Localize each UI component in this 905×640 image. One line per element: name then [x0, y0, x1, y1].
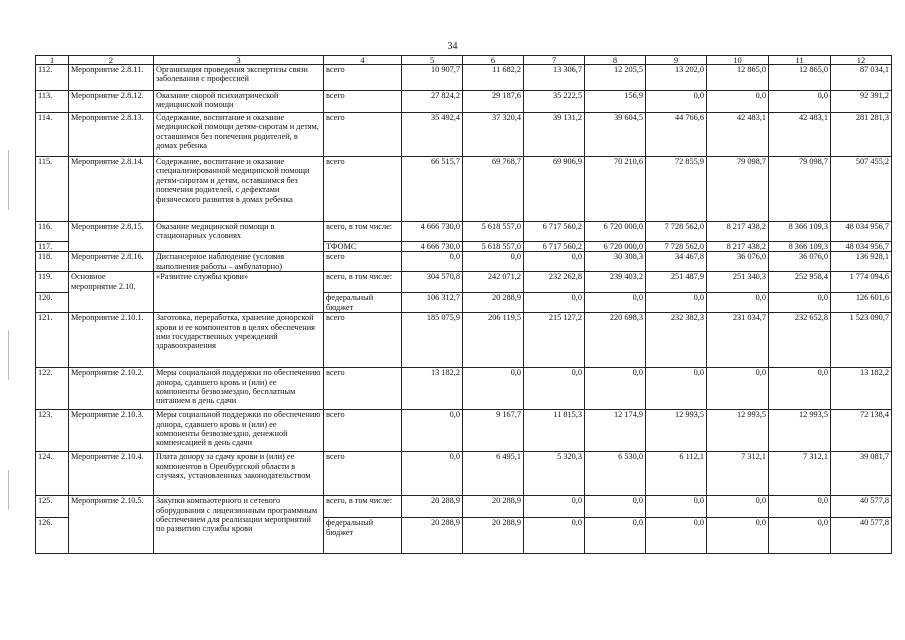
amount-cell: 7 728 562,0 — [646, 242, 707, 252]
amount-cell: 0,0 — [707, 368, 769, 410]
amount-cell: 39 081,7 — [831, 452, 892, 496]
table-row — [36, 368, 892, 410]
amount-cell: 30 308,3 — [585, 252, 646, 272]
amount-cell: 6 530,0 — [585, 452, 646, 496]
amount-cell: 0,0 — [646, 368, 707, 410]
amount-cell: 281 281,3 — [831, 113, 892, 157]
row-number: 113. — [36, 91, 69, 113]
row-number: 116. — [36, 222, 69, 242]
amount-cell: 34 467,8 — [646, 252, 707, 272]
table-row — [36, 113, 892, 157]
amount-cell: 10 907,7 — [402, 65, 463, 91]
amount-cell: 72 855,9 — [646, 157, 707, 222]
amount-cell: 40 577,8 — [831, 518, 892, 554]
amount-cell: 242 071,2 — [463, 272, 524, 293]
event-description: Меры социальной поддержки по обеспечению донора, сдавшего кровь и (или) ее компоненты безвозмездно, бесплатным питанием в день сдачи — [154, 368, 324, 410]
amount-cell: 13 182,2 — [831, 368, 892, 410]
amount-cell: 0,0 — [463, 252, 524, 272]
amount-cell: 70 210,6 — [585, 157, 646, 222]
row-number: 118. — [36, 252, 69, 272]
amount-cell: 35 222,5 — [524, 91, 585, 113]
event-name: Мероприятие 2.10.1. — [69, 313, 154, 368]
amount-cell: 1 523 090,7 — [831, 313, 892, 368]
event-description: Содержание, воспитание и оказание специализированной медицинской помощи детям-сиротам и детям, оставшимся без попечения родителей, с дефектами физического развития в домах ребенка — [154, 157, 324, 222]
event-description: Организация проведения экспертизы связи заболевания с профессией — [154, 65, 324, 91]
amount-cell: 0,0 — [707, 496, 769, 518]
amount-cell: 6 717 560,2 — [524, 222, 585, 242]
amount-cell: 0,0 — [585, 518, 646, 554]
amount-cell: 6 720 000,0 — [585, 242, 646, 252]
funding-source: всего, в том числе: — [324, 222, 402, 242]
amount-cell: 7 312,1 — [769, 452, 831, 496]
amount-cell: 0,0 — [769, 518, 831, 554]
amount-cell: 0,0 — [585, 368, 646, 410]
amount-cell: 0,0 — [707, 293, 769, 313]
amount-cell: 12 993,5 — [769, 410, 831, 452]
funding-source: всего — [324, 113, 402, 157]
amount-cell: 0,0 — [769, 368, 831, 410]
amount-cell: 220 698,3 — [585, 313, 646, 368]
row-number: 114. — [36, 113, 69, 157]
amount-cell: 0,0 — [769, 496, 831, 518]
amount-cell: 20 288,9 — [402, 518, 463, 554]
event-description: Заготовка, переработка, хранение донорской крови и ее компонентов в целях обеспечения ими государственных учреждений здравоохранения — [154, 313, 324, 368]
amount-cell: 136 928,1 — [831, 252, 892, 272]
amount-cell: 42 483,1 — [769, 113, 831, 157]
amount-cell: 0,0 — [585, 496, 646, 518]
column-number: 7 — [524, 56, 585, 65]
event-description: Содержание, воспитание и оказание медицинской помощи детям-сиротам и детям, оставшимся без попечения родителей, в домах ребенка — [154, 113, 324, 157]
funding-source: всего — [324, 252, 402, 272]
table-row — [36, 410, 892, 452]
event-name: Мероприятие 2.8.16. — [69, 252, 154, 272]
page-number: 34 — [447, 41, 458, 52]
column-number: 5 — [402, 56, 463, 65]
amount-cell: 0,0 — [646, 496, 707, 518]
event-name: Мероприятие 2.8.11. — [69, 65, 154, 91]
amount-cell: 37 320,4 — [463, 113, 524, 157]
funding-source: ТФОМС — [324, 242, 402, 252]
amount-cell: 35 492,4 — [402, 113, 463, 157]
column-number: 1 — [36, 56, 69, 65]
amount-cell: 0,0 — [646, 518, 707, 554]
event-name: Основное мероприятие 2.10. — [69, 272, 154, 313]
amount-cell: 11 682,2 — [463, 65, 524, 91]
amount-cell: 232 382,3 — [646, 313, 707, 368]
funding-source: всего — [324, 91, 402, 113]
amount-cell: 9 167,7 — [463, 410, 524, 452]
column-number-row — [36, 56, 892, 65]
amount-cell: 7 312,1 — [707, 452, 769, 496]
event-name: Мероприятие 2.10.3. — [69, 410, 154, 452]
amount-cell: 215 127,2 — [524, 313, 585, 368]
table-row — [36, 272, 892, 293]
column-number: 8 — [585, 56, 646, 65]
column-number: 12 — [831, 56, 892, 65]
amount-cell: 12 865,0 — [769, 65, 831, 91]
amount-cell: 0,0 — [524, 252, 585, 272]
amount-cell: 239 403,2 — [585, 272, 646, 293]
amount-cell: 0,0 — [402, 452, 463, 496]
amount-cell: 12 174,9 — [585, 410, 646, 452]
amount-cell: 20 288,9 — [463, 518, 524, 554]
amount-cell: 39 131,2 — [524, 113, 585, 157]
event-description: Оказание медицинской помощи в стационарных условиях — [154, 222, 324, 252]
amount-cell: 72 138,4 — [831, 410, 892, 452]
amount-cell: 69 906,9 — [524, 157, 585, 222]
row-number: 115. — [36, 157, 69, 222]
row-number: 120. — [36, 293, 69, 313]
amount-cell: 6 495,1 — [463, 452, 524, 496]
amount-cell: 6 717 560,2 — [524, 242, 585, 252]
amount-cell: 0,0 — [402, 410, 463, 452]
amount-cell: 0,0 — [769, 91, 831, 113]
column-number: 3 — [154, 56, 324, 65]
amount-cell: 92 391,2 — [831, 91, 892, 113]
amount-cell: 106 312,7 — [402, 293, 463, 313]
event-description: Меры социальной поддержки по обеспечению донора, сдавшего кровь и (или) ее компоненты безвозмездно, денежной компенсацией в день сдачи — [154, 410, 324, 452]
amount-cell: 0,0 — [769, 293, 831, 313]
column-number: 6 — [463, 56, 524, 65]
amount-cell: 8 217 438,2 — [707, 242, 769, 252]
event-name: Мероприятие 2.8.12. — [69, 91, 154, 113]
amount-cell: 42 483,1 — [707, 113, 769, 157]
row-number: 124. — [36, 452, 69, 496]
event-name: Мероприятие 2.8.14. — [69, 157, 154, 222]
amount-cell: 20 288,9 — [463, 293, 524, 313]
amount-cell: 0,0 — [646, 91, 707, 113]
amount-cell: 8 366 109,3 — [769, 222, 831, 242]
amount-cell: 36 076,0 — [769, 252, 831, 272]
event-description: Плата донору за сдачу крови и (или) ее компонентов в Оренбургской области в случаях, установленных законодательством — [154, 452, 324, 496]
amount-cell: 232 262,8 — [524, 272, 585, 293]
column-number: 9 — [646, 56, 707, 65]
amount-cell: 79 098,7 — [769, 157, 831, 222]
amount-cell: 1 774 094,6 — [831, 272, 892, 293]
amount-cell: 12 865,0 — [707, 65, 769, 91]
amount-cell: 36 076,0 — [707, 252, 769, 272]
funding-source: всего, в том числе: — [324, 496, 402, 518]
row-number: 117. — [36, 242, 69, 252]
funding-source: федеральный бюджет — [324, 518, 402, 554]
amount-cell: 5 618 557,0 — [463, 242, 524, 252]
amount-cell: 232 652,8 — [769, 313, 831, 368]
amount-cell: 231 034,7 — [707, 313, 769, 368]
amount-cell: 0,0 — [707, 518, 769, 554]
amount-cell: 5 618 557,0 — [463, 222, 524, 242]
amount-cell: 48 034 956,7 — [831, 242, 892, 252]
funding-source: всего — [324, 368, 402, 410]
funding-source: всего — [324, 410, 402, 452]
funding-source: всего — [324, 65, 402, 91]
event-description: Закупки компьютерного и сетевого оборудования с лицензионным программным обеспечением для реализации мероприятий по развитию службы крови — [154, 496, 324, 554]
row-number: 119. — [36, 272, 69, 293]
row-number: 125. — [36, 496, 69, 518]
funding-source: всего — [324, 157, 402, 222]
row-number: 112. — [36, 65, 69, 91]
scan-margin-mark — [8, 330, 9, 380]
table-row — [36, 65, 892, 91]
funding-source: всего, в том числе: — [324, 272, 402, 293]
amount-cell: 11 815,3 — [524, 410, 585, 452]
event-description: Диспансерное наблюдение (условия выполнения работы – амбулаторно) — [154, 252, 324, 272]
amount-cell: 12 205,5 — [585, 65, 646, 91]
amount-cell: 0,0 — [585, 293, 646, 313]
column-number: 2 — [69, 56, 154, 65]
amount-cell: 5 320,3 — [524, 452, 585, 496]
funding-source: федеральный бюджет — [324, 293, 402, 313]
row-number: 122. — [36, 368, 69, 410]
row-number: 123. — [36, 410, 69, 452]
event-name: Мероприятие 2.8.13. — [69, 113, 154, 157]
amount-cell: 156,9 — [585, 91, 646, 113]
amount-cell: 304 570,8 — [402, 272, 463, 293]
amount-cell: 66 515,7 — [402, 157, 463, 222]
event-name: Мероприятие 2.10.2. — [69, 368, 154, 410]
row-number: 126. — [36, 518, 69, 554]
table-row — [36, 157, 892, 222]
table-row — [36, 313, 892, 368]
event-name: Мероприятие 2.10.4. — [69, 452, 154, 496]
amount-cell: 39 604,5 — [585, 113, 646, 157]
amount-cell: 0,0 — [524, 496, 585, 518]
amount-cell: 44 766,6 — [646, 113, 707, 157]
amount-cell: 0,0 — [524, 518, 585, 554]
amount-cell: 251 340,3 — [707, 272, 769, 293]
table-row — [36, 452, 892, 496]
amount-cell: 8 217 438,2 — [707, 222, 769, 242]
column-number: 11 — [769, 56, 831, 65]
amount-cell: 185 075,9 — [402, 313, 463, 368]
amount-cell: 40 577,8 — [831, 496, 892, 518]
row-number: 121. — [36, 313, 69, 368]
event-description: «Развитие службы крови» — [154, 272, 324, 313]
funding-source: всего — [324, 313, 402, 368]
amount-cell: 251 487,9 — [646, 272, 707, 293]
amount-cell: 4 666 730,0 — [402, 222, 463, 242]
amount-cell: 6 112,1 — [646, 452, 707, 496]
amount-cell: 0,0 — [524, 293, 585, 313]
amount-cell: 20 288,9 — [463, 496, 524, 518]
amount-cell: 0,0 — [707, 91, 769, 113]
column-number: 4 — [324, 56, 402, 65]
event-description: Оказание скорой психиатрической медицинской помощи — [154, 91, 324, 113]
table-row — [36, 222, 892, 242]
table-row — [36, 252, 892, 272]
scan-margin-mark — [8, 150, 9, 210]
amount-cell: 27 824,2 — [402, 91, 463, 113]
amount-cell: 252 958,4 — [769, 272, 831, 293]
amount-cell: 0,0 — [524, 368, 585, 410]
amount-cell: 48 034 956,7 — [831, 222, 892, 242]
amount-cell: 12 993,5 — [707, 410, 769, 452]
amount-cell: 206 119,5 — [463, 313, 524, 368]
amount-cell: 29 187,6 — [463, 91, 524, 113]
table-row — [36, 91, 892, 113]
amount-cell: 0,0 — [646, 293, 707, 313]
column-number: 10 — [707, 56, 769, 65]
amount-cell: 126 601,6 — [831, 293, 892, 313]
amount-cell: 13 182,2 — [402, 368, 463, 410]
event-name: Мероприятие 2.8.15. — [69, 222, 154, 252]
amount-cell: 0,0 — [402, 252, 463, 272]
amount-cell: 8 366 109,3 — [769, 242, 831, 252]
amount-cell: 87 034,1 — [831, 65, 892, 91]
amount-cell: 507 455,2 — [831, 157, 892, 222]
amount-cell: 7 728 562,0 — [646, 222, 707, 242]
funding-source: всего — [324, 452, 402, 496]
amount-cell: 6 720 000,0 — [585, 222, 646, 242]
amount-cell: 69 768,7 — [463, 157, 524, 222]
amount-cell: 4 666 730,0 — [402, 242, 463, 252]
amount-cell: 13 202,0 — [646, 65, 707, 91]
budget-table — [35, 55, 892, 554]
amount-cell: 20 288,9 — [402, 496, 463, 518]
amount-cell: 13 306,7 — [524, 65, 585, 91]
scan-margin-mark — [8, 470, 9, 510]
event-name: Мероприятие 2.10.5. — [69, 496, 154, 554]
amount-cell: 12 993,5 — [646, 410, 707, 452]
amount-cell: 79 098,7 — [707, 157, 769, 222]
amount-cell: 0,0 — [463, 368, 524, 410]
table-row — [36, 496, 892, 518]
